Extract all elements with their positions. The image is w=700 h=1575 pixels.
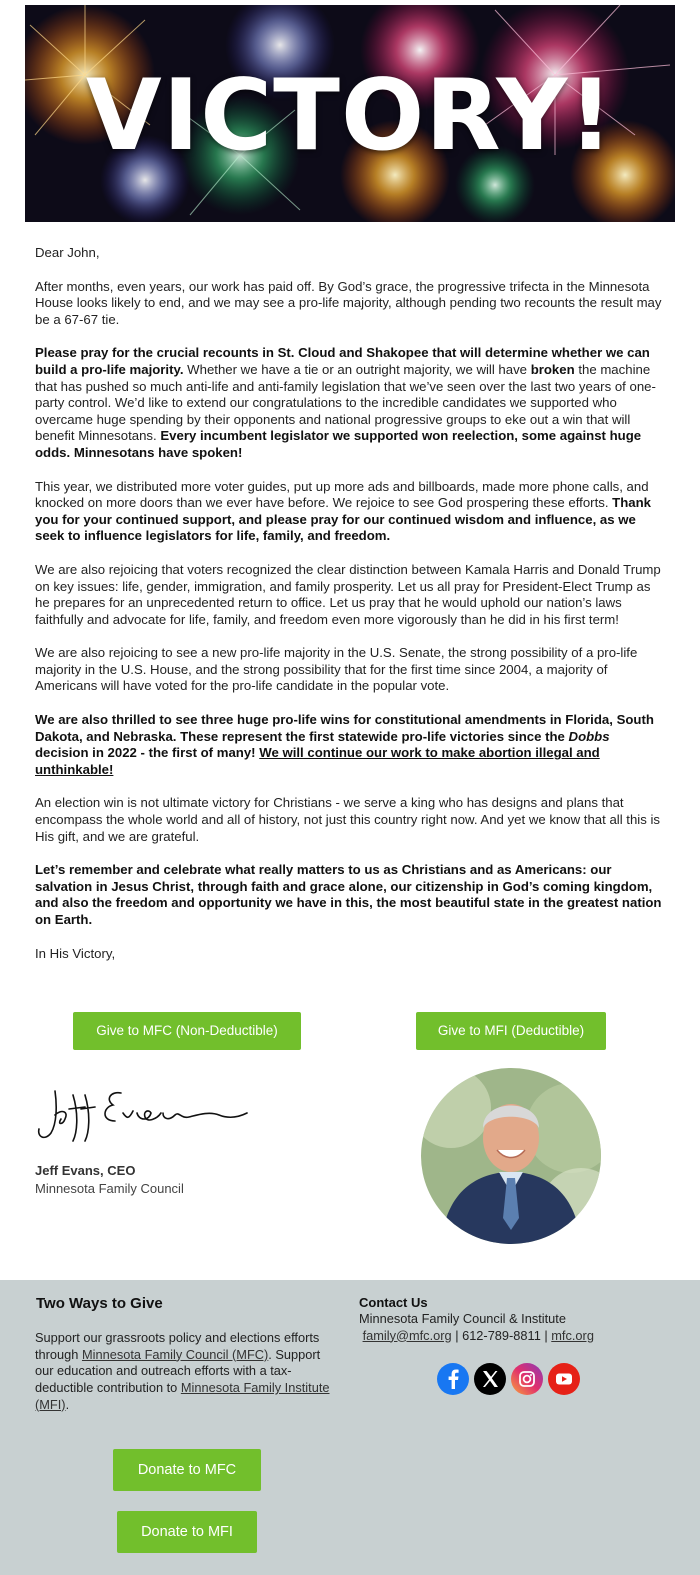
p2-bold-3: Every incumbent legislator we supported won reelection, some against huge odds. Minnesotans have spoken! — [35, 428, 642, 460]
give-mfi-button[interactable]: Give to MFI (Deductible) — [416, 1012, 606, 1050]
letter-body — [35, 245, 665, 979]
paragraph-1: After months, even years, our work has paid off. By God’s grace, the progressive trifecta in the Minnesota House looks likely to end, and we may see a pro-life majority, although pending two recounts the result may be a 67-67 tie. — [35, 278, 662, 327]
greeting: Dear John, — [35, 245, 100, 260]
p8-bold: Let’s remember and celebrate what really matters to us as Christians and as Americans: our salvation in Jesus Christ, through faith and grace alone, our citizenship in God’s coming kingdom, and also the freedom and opportunity we have in this, the most beautiful state in the greatest nation on Earth. — [35, 862, 662, 927]
footer-text — [35, 1330, 340, 1414]
mfc-link[interactable]: Minnesota Family Council (MFC) — [81, 1346, 269, 1362]
footer — [0, 1280, 700, 1575]
facebook-icon[interactable] — [437, 1363, 469, 1395]
p2-bold-2: broken — [530, 361, 575, 377]
p2-bold-1: Please pray for the crucial recounts in St. Cloud and Shakopee that will determine whether we can build a pro-life majority. — [35, 345, 650, 377]
p3-bold: Thank you for your continued support, and please pray for our continued wisdom and influence, as we seek to influence legislators for life, family, and freedom. — [35, 495, 652, 544]
mfi-link[interactable]: Minnesota Family Institute (MFI) — [35, 1380, 330, 1412]
signer-organization: Minnesota Family Council — [35, 1181, 184, 1196]
contact-line: family@mfc.org | 612-789-8811 | mfc.org — [362, 1327, 594, 1343]
youtube-icon[interactable] — [548, 1363, 580, 1395]
p6-bold-2: decision in 2022 - the first of many! — [35, 745, 260, 761]
contact-info — [359, 1311, 594, 1344]
paragraph-5: We are also rejoicing to see a new pro-life majority in the U.S. Senate, the strong possibility of a pro-life majority in the U.S. House, and the strong possibility that for the first time since 2004, a majority of Americans will have voted for the pro-life candidate in the popular vote. — [35, 645, 638, 694]
p2-text-2: the machine that has pushed so much anti-life and anti-family legislation that we’ve seen over the last two years of one-party control. We’d like to extend our congratulations to the incredible candidates we supported who overcame huge spending by their opponents and national progressive groups to eke out a win that will benefit Minnesotans. — [35, 361, 656, 444]
website-link[interactable]: mfc.org — [551, 1327, 594, 1343]
give-mfc-button[interactable]: Give to MFC (Non-Deductible) — [73, 1012, 301, 1050]
footer-text-1: Support our grassroots policy and elections efforts through — [35, 1330, 320, 1362]
instagram-icon[interactable] — [511, 1363, 543, 1395]
email-link[interactable]: family@mfc.org — [362, 1327, 452, 1343]
donate-mfc-button[interactable]: Donate to MFC — [113, 1449, 261, 1491]
paragraph-2 — [35, 345, 665, 461]
signature-image — [33, 1085, 253, 1152]
signer-name: Jeff Evans, CEO — [35, 1163, 136, 1178]
p2-text-1: Whether we have a tie or an outright majority, we will have — [183, 361, 531, 377]
p3-text: This year, we distributed more voter guides, put up more ads and billboards, made more phone calls, and knocked on more doors than we ever have before. We rejoice to see God prospering these efforts. — [35, 478, 649, 511]
closing: In His Victory, — [35, 945, 116, 961]
paragraph-6 — [35, 712, 665, 778]
footer-heading: Two Ways to Give — [36, 1295, 163, 1312]
hero-banner — [25, 5, 675, 222]
footer-text-3: . — [65, 1396, 70, 1412]
p6-bold-1: We are also thrilled to see three huge pro-life wins for constitutional amendments in Florida, South Dakota, and Nebraska. These represent the first statewide pro-life victories since the — [35, 712, 654, 744]
paragraph-8 — [35, 862, 665, 928]
phone-number: 612-789-8811 — [462, 1327, 541, 1343]
ceo-portrait-photo — [421, 1068, 601, 1244]
p6-underline: We will continue our work to make abortion illegal and unthinkable! — [35, 745, 600, 777]
footer-text-2: . Support our education and outreach efforts with a tax-deductible contribution to — [35, 1346, 321, 1396]
paragraph-3 — [35, 479, 665, 545]
contact-heading: Contact Us — [359, 1295, 428, 1310]
p6-italic: Dobbs — [568, 728, 610, 744]
hero-title: VICTORY! — [85, 59, 615, 173]
paragraph-7: An election win is not ultimate victory for Christians - we serve a king who has designs and plans that encompass the whole world and all of history, not just this country right now. And yet we know that all this is His gift, and we are grateful. — [35, 795, 661, 844]
contact-org: Minnesota Family Council & Institute — [359, 1311, 566, 1326]
x-icon[interactable] — [474, 1363, 506, 1395]
paragraph-4: We are also rejoicing that voters recognized the clear distinction between Kamala Harris and Donald Trump on key issues: life, gender, immigration, and family prosperity. Let us all pray for President-Elect Trump as he prepares for an unprecedented return to office. Let us pray that he would uphold our nation’s laws faithfully and advocate for life, family, and freedom even more vigorously than he did in his first term! — [35, 561, 661, 627]
donate-mfi-button[interactable]: Donate to MFI — [117, 1511, 257, 1553]
